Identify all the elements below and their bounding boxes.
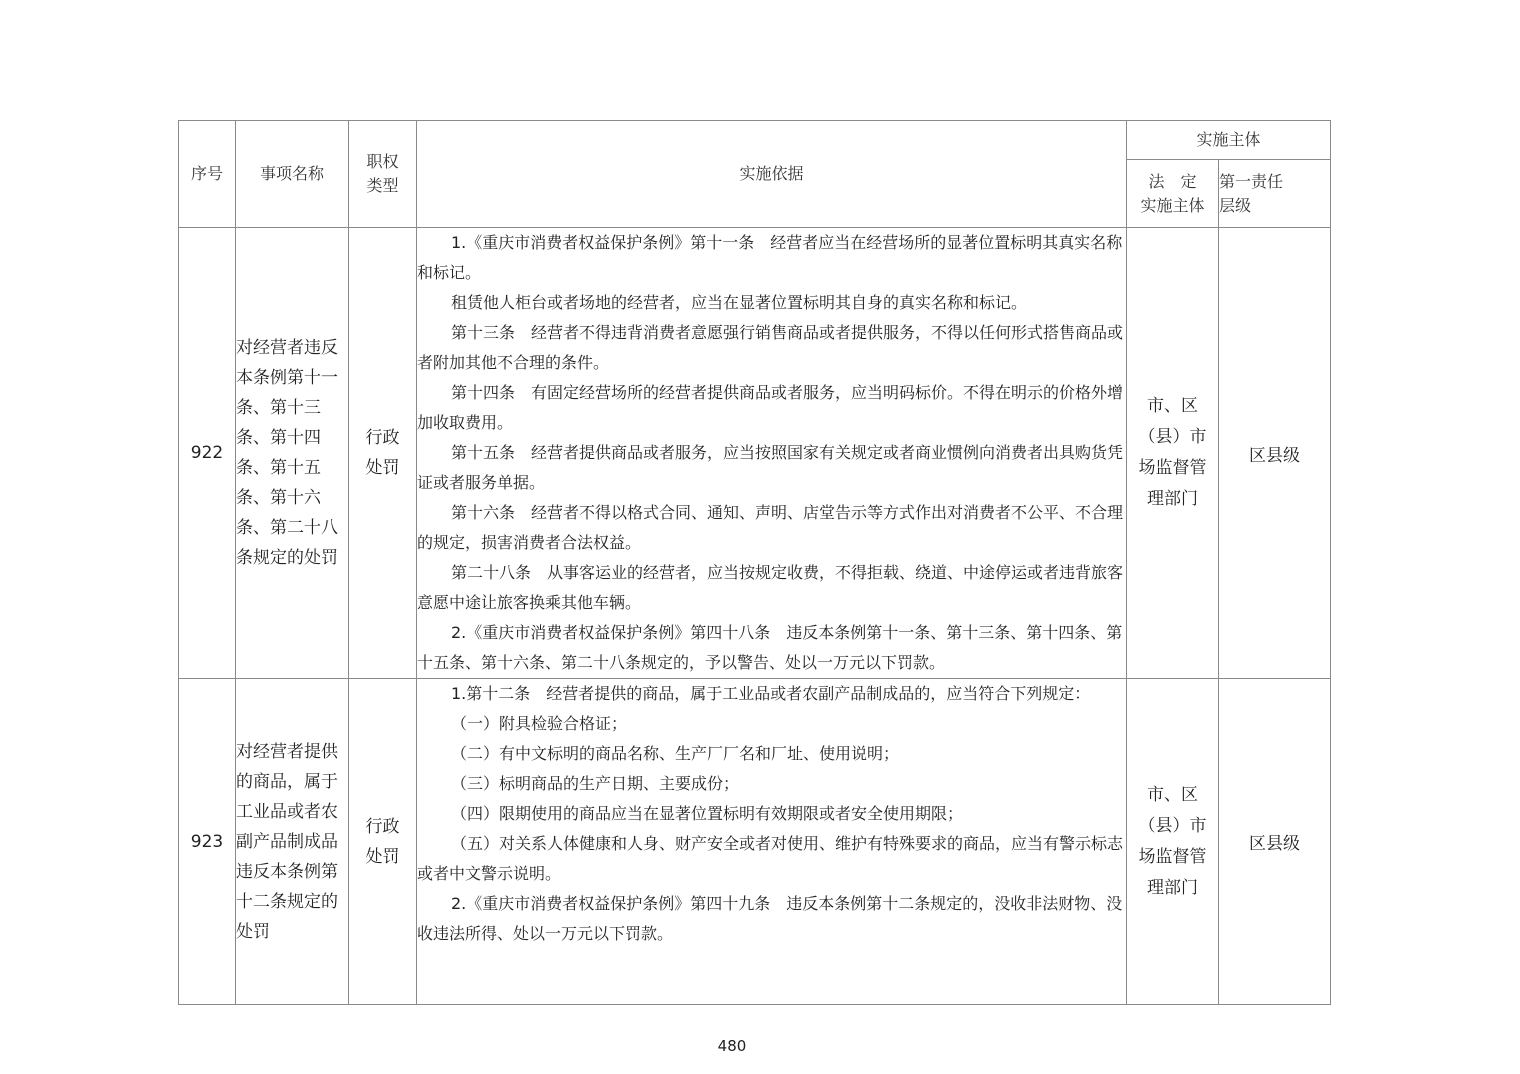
basis-paragraph: 第十六条 经营者不得以格式合同、通知、声明、店堂告示等方式作出对消费者不公平、不合理的规定，损害消费者合法权益。 (417, 503, 1124, 552)
row-basis (417, 228, 1127, 679)
row-power-type-text: 行政处罚 (365, 428, 400, 478)
table-row (179, 679, 1331, 1005)
header-name: 事项名称 (236, 121, 349, 228)
basis-paragraph: （二）有中文标明的商品名称、生产厂厂名和厂址、使用说明； (451, 744, 900, 763)
header-first-level: 第一责任 层级 (1219, 160, 1331, 228)
basis-paragraph: 1.第十二条 经营者提供的商品，属于工业品或者农副产品制成品的，应当符合下列规定： (451, 684, 1091, 703)
row-basis (417, 679, 1127, 1005)
header-legal-subject: 法 定 实施主体 (1127, 160, 1219, 228)
row-legal-subject (1127, 228, 1219, 679)
header-subject-group: 实施主体 (1127, 121, 1331, 160)
basis-paragraph: （四）限期使用的商品应当在显著位置标明有效期限或者安全使用期限； (451, 804, 964, 823)
row-seq: 923 (179, 679, 236, 1005)
basis-paragraph: 2.《重庆市消费者权益保护条例》第四十九条 违反本条例第十二条规定的，没收非法财物、没收违法所得、处以一万元以下罚款。 (417, 894, 1123, 943)
basis-paragraph: （五）对关系人体健康和人身、财产安全或者对使用、维护有特殊要求的商品，应当有警示标志或者中文警示说明。 (417, 834, 1124, 883)
row-item-name: 对经营者提供的商品，属于工业品或者农副产品制成品违反本条例第十二条规定的处罚 (236, 679, 349, 1005)
row-seq: 922 (179, 228, 236, 679)
row-first-level: 区县级 (1219, 228, 1331, 679)
header-seq: 序号 (179, 121, 236, 228)
basis-paragraph: 第十三条 经营者不得违背消费者意愿强行销售商品或者提供服务，不得以任何形式搭售商品或者附加其他不合理的条件。 (417, 323, 1124, 372)
basis-paragraph: （三）标明商品的生产日期、主要成份； (451, 774, 740, 793)
row-legal-subject-text: 市、区（县）市场监督管理部门 (1138, 784, 1207, 898)
table-row (179, 228, 1331, 679)
basis-paragraph: 2.《重庆市消费者权益保护条例》第四十八条 违反本条例第十一条、第十三条、第十四条、第十五条、第十六条、第二十八条规定的，予以警告、处以一万元以下罚款。 (417, 623, 1123, 672)
basis-paragraph: （一）附具检验合格证； (451, 714, 628, 733)
regulation-table (178, 120, 1331, 1005)
row-legal-subject (1127, 679, 1219, 1005)
page-number: 480 (717, 1037, 747, 1055)
basis-paragraph: 第二十八条 从事客运业的经营者，应当按规定收费，不得拒载、绕道、中途停运或者违背旅客意愿中途让旅客换乘其他车辆。 (417, 563, 1124, 612)
row-legal-subject-text: 市、区（县）市场监督管理部门 (1138, 396, 1207, 509)
row-power-type (349, 679, 417, 1005)
basis-paragraph: 1.《重庆市消费者权益保护条例》第十一条 经营者应当在经营场所的显著位置标明其真实名称和标记。 (417, 233, 1123, 282)
header-type: 职权 类型 (349, 121, 417, 228)
row-first-level: 区县级 (1219, 679, 1331, 1005)
row-power-type-text: 行政处罚 (365, 816, 400, 867)
row-power-type (349, 228, 417, 679)
basis-paragraph: 第十四条 有固定经营场所的经营者提供商品或者服务，应当明码标价。不得在明示的价格外增加收取费用。 (417, 383, 1124, 432)
basis-paragraph: 租赁他人柜台或者场地的经营者，应当在显著位置标明其自身的真实名称和标记。 (451, 293, 1028, 312)
basis-paragraph: 第十五条 经营者提供商品或者服务，应当按照国家有关规定或者商业惯例向消费者出具购货凭证或者服务单据。 (417, 443, 1124, 492)
header-basis: 实施依据 (417, 121, 1127, 228)
row-item-name: 对经营者违反本条例第十一条、第十三条、第十四条、第十五条、第十六条、第二十八条规定的处罚 (236, 228, 349, 679)
